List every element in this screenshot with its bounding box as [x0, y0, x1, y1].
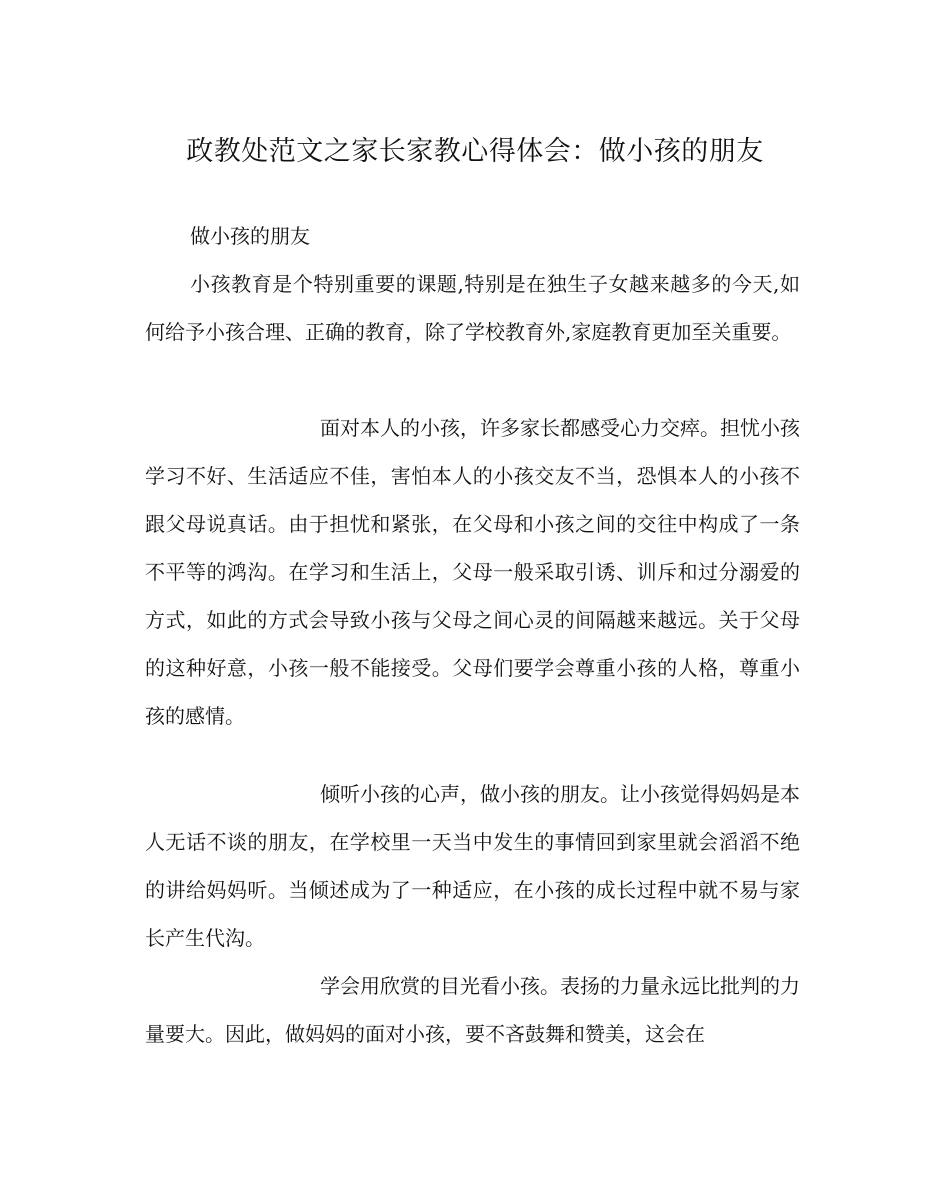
- document-title: 政教处范文之家长家教心得体会：做小孩的朋友: [186, 136, 764, 167]
- paragraph-4: 学会用欣赏的目光看小孩。表扬的力量永远比批判的力量要大。因此，做妈妈的面对小孩，要不吝鼓舞和赞美，这会在: [145, 974, 800, 1046]
- document-subtitle: 做小孩的朋友: [190, 224, 310, 248]
- paragraph-3: 倾听小孩的心声，做小孩的朋友。让小孩觉得妈妈是本人无话不谈的朋友，在学校里一天当中发生的事情回到家里就会滔滔不绝的讲给妈妈听。当倾述成为了一种适应，在小孩的成长过程中就不易与家长产生代沟。: [145, 782, 800, 950]
- paragraph-2: 面对本人的小孩，许多家长都感受心力交瘁。担忧小孩学习不好、生活适应不佳，害怕本人的小孩交友不当，恐惧本人的小孩不跟父母说真话。由于担忧和紧张，在父母和小孩之间的交往中构成了一条不平等的鸿沟。在学习和生活上，父母一般采取引诱、训斥和过分溺爱的方式，如此的方式会导致小孩与父母之间心灵的间隔越来越远。关于父母的这种好意，小孩一般不能接受。父母们要学会尊重小孩的人格，尊重小孩的感情。: [145, 416, 800, 728]
- paragraph-1: 小孩教育是个特别重要的课题,特别是在独生子女越来越多的今天,如何给予小孩合理、正确的教育，除了学校教育外,家庭教育更加至关重要。: [145, 272, 800, 344]
